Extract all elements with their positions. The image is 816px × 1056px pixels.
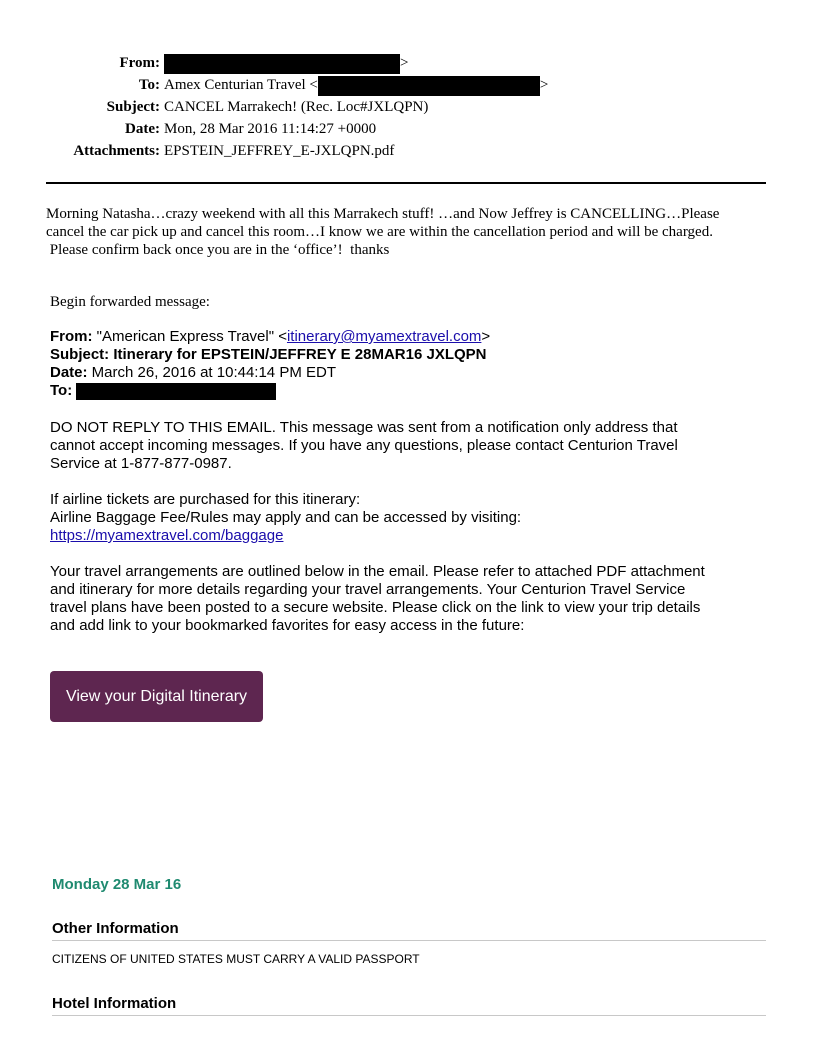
note-line-2: cancel the car pick up and cancel this room…I know we are within the cancellation period and will be charged. xyxy=(46,224,713,240)
baggage-line-1: If airline tickets are purchased for this itinerary: xyxy=(50,491,361,508)
redacted-from xyxy=(164,54,400,74)
note-line-3: Please confirm back once you are in the ‘office’! thanks xyxy=(46,242,390,258)
to-label: To: xyxy=(138,77,160,93)
baggage-link[interactable]: https://myamextravel.com/baggage xyxy=(50,527,284,544)
itinerary-day-heading: Monday 28 Mar 16 xyxy=(52,876,182,893)
notice-line-2: cannot accept incoming messages. If you have any questions, please contact Centurion Travel xyxy=(50,437,678,454)
date-value: Mon, 28 Mar 2016 11:14:27 +0000 xyxy=(164,121,377,137)
forwarded-intro: Begin forwarded message: xyxy=(50,294,210,310)
attachments-label: Attachments: xyxy=(73,143,160,159)
notice-line-1: DO NOT REPLY TO THIS EMAIL. This message was sent from a notification only address that xyxy=(50,419,678,436)
redacted-to xyxy=(318,76,540,96)
from-suffix: > xyxy=(400,55,409,71)
fwd-date-label: Date: xyxy=(50,364,88,381)
attachment-file[interactable]: EPSTEIN_JEFFREY_E-JXLQPN.pdf xyxy=(164,143,395,159)
hotel-information-heading: Hotel Information xyxy=(52,995,766,1016)
arrangements-line-3: travel plans have been posted to a secure website. Please click on the link to view your trip details xyxy=(50,599,701,616)
fwd-date-row xyxy=(50,364,790,382)
from-label: From: xyxy=(119,55,160,71)
subject-value: CANCEL Marrakech! (Rec. Loc#JXLQPN) xyxy=(164,99,429,115)
fwd-from-name: "American Express Travel" < xyxy=(92,328,287,345)
baggage-paragraph xyxy=(50,491,780,545)
notice-paragraph xyxy=(50,419,780,473)
date-label: Date: xyxy=(125,121,160,137)
fwd-from-email-link[interactable]: itinerary@myamextravel.com xyxy=(286,328,482,345)
subject-label: Subject: xyxy=(106,99,160,115)
baggage-line-2: Airline Baggage Fee/Rules may apply and can be accessed by visiting: xyxy=(50,509,522,526)
arrangements-line-4: and add link to your bookmarked favorites for easy access in the future: xyxy=(50,617,525,634)
redacted-fwd-to xyxy=(76,383,276,400)
passport-notice: CITIZENS OF UNITED STATES MUST CARRY A VALID PASSPORT xyxy=(52,952,420,966)
arrangements-line-2: and itinerary for more details regarding your travel arrangements. Your Centurion Travel Service xyxy=(50,581,686,598)
fwd-from-row xyxy=(50,328,790,346)
fwd-subject: Subject: Itinerary for EPSTEIN/JEFFREY E 28MAR16 JXLQPN xyxy=(50,346,487,363)
fwd-from-label: From: xyxy=(50,328,93,345)
arrangements-line-1: Your travel arrangements are outlined below in the email. Please refer to attached PDF attachment xyxy=(50,563,705,580)
reply-note xyxy=(46,205,776,259)
to-value: Amex Centurian Travel < xyxy=(164,77,318,93)
fwd-date-value: March 26, 2016 at 10:44:14 PM EDT xyxy=(87,364,336,381)
note-line-1: Morning Natasha…crazy weekend with all this Marrakech stuff! …and Now Jeffrey is CANCELLING…Please xyxy=(46,206,720,222)
fwd-from-close: > xyxy=(481,328,491,345)
view-digital-itinerary-button[interactable]: View your Digital Itinerary xyxy=(50,671,263,722)
fwd-subject-row xyxy=(50,346,790,364)
fwd-to-label: To: xyxy=(50,382,73,399)
to-suffix: > xyxy=(539,77,549,93)
arrangements-paragraph xyxy=(50,563,780,635)
header-divider xyxy=(46,182,766,184)
forwarded-meta xyxy=(50,328,790,400)
other-information-heading: Other Information xyxy=(52,920,766,941)
notice-line-3: Service at 1-877-877-0987. xyxy=(50,455,232,472)
fwd-to-row xyxy=(50,382,790,400)
